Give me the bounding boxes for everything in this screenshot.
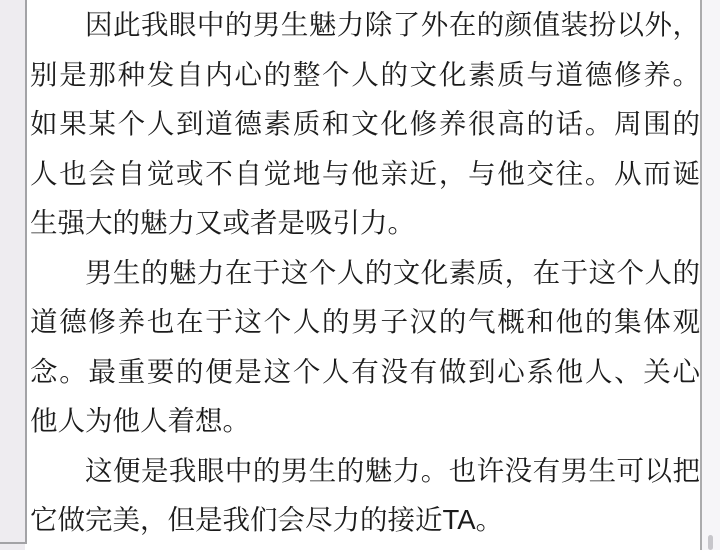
page-left-margin — [0, 0, 25, 550]
text-line: 如果某个人到道德素质和文化修养很高的话。周围的 — [30, 108, 700, 139]
document-text — [30, 0, 700, 545]
page-left-border — [25, 0, 27, 543]
text-line: 念。最重要的便是这个人有没有做到心系他人、关心 — [30, 355, 700, 387]
text-line: 这便是我眼中的男生的魅力。也许没有男生可以把 — [85, 454, 700, 486]
page-right-margin — [702, 0, 720, 550]
text-line: 他人为他人着想。 — [30, 405, 250, 436]
text-line: 人也会自觉或不自觉地与他亲近，与他交往。从而诞 — [30, 157, 700, 189]
scrollbar-thumb[interactable] — [708, 535, 713, 550]
text-line: 因此我眼中的男生魅力除了外在的颜值装扮以外， — [85, 9, 700, 40]
text-line: 男生的魅力在于这个人的文化素质，在于这个人的 — [85, 256, 700, 288]
page-right-border — [700, 0, 702, 550]
text-line: 生强大的魅力又或者是吸引力。 — [30, 207, 415, 238]
text-line: 道德修养也在于这个人的男子汉的气概和他的集体观 — [30, 306, 700, 337]
text-line: 别是那种发自内心的整个人的文化素质与道德修养。 — [30, 58, 700, 90]
page-corner-line — [0, 542, 27, 544]
text-line: 它做完美，但是我们会尽力的接近TA。 — [30, 504, 504, 535]
